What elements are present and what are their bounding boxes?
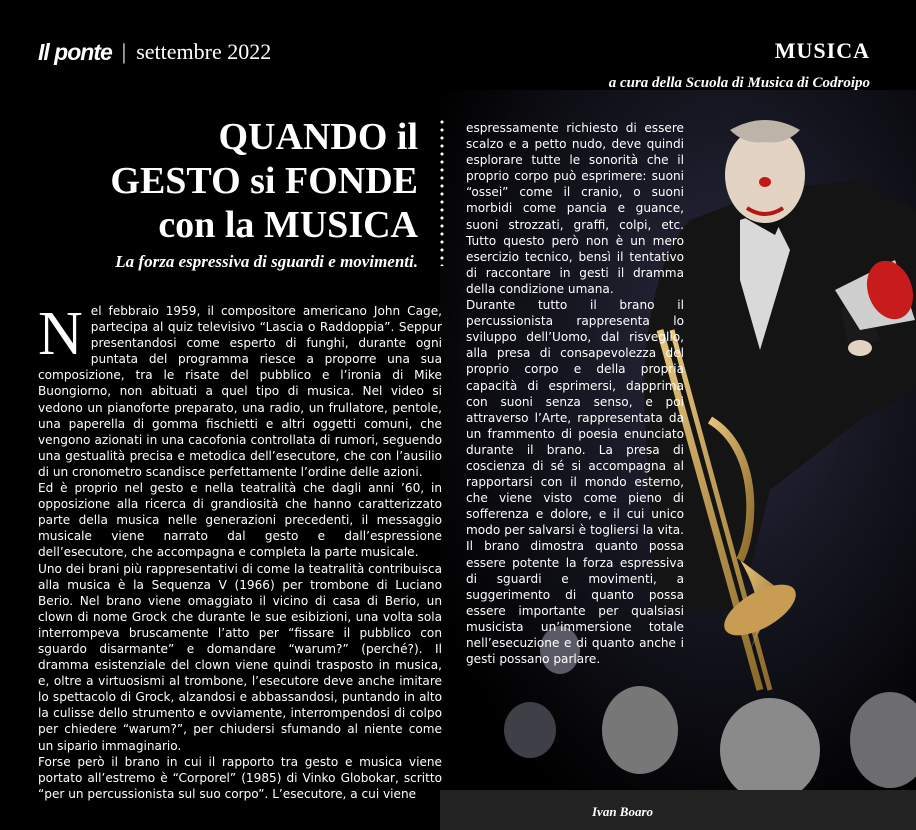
- paragraph: Forse però il brano in cui il rapporto tra gesto e musica viene portato all’estremo è “Corporel” (1985) di Vinko Globokar, scritto “per un percussionista sul suo corpo”. L’esecutore, a cui viene: [38, 754, 442, 801]
- author-signature: Ivan Boaro: [592, 804, 654, 819]
- paragraph: Uno dei brani più rappresentativi di come la teatralità contribuisca alla musica è la Sequenza V (1966) per trombone di Luciano Berio. Nel brano viene omaggiato il vicino di casa di Berio, un clown di nome Grock che durante le sue esibizioni, una volta sola interrompeva bruscamente l’atto per “fissare il pubblico con sguardo disarmante” e domandare “warum?” (perché?). Il dramma esistenziale del clown viene quindi trasposto in musica, e, oltre a virtuosismi al trombone, l’esecutore deve anche imitare lo spettacolo di Grock, alzandosi e abbassandosi, puntando in alto la culisse dello strumento e ovviamente, interrompendosi di colpo per chiedere “warum?”, per chiudersi sfumando al niente come un sipario immaginario.: [38, 561, 442, 753]
- section-label: MUSICA: [774, 38, 870, 63]
- issue-date: settembre 2022: [136, 39, 272, 64]
- curator-line: a cura della Scuola di Musica di Codroipo: [608, 75, 870, 91]
- article-title: [40, 115, 418, 247]
- header-separator: |: [121, 39, 127, 64]
- paragraph-text: el febbraio 1959, il compositore americano John Cage, partecipa al quiz televisivo “Lascia o Raddoppia”. Seppur presentandosi come esperto di funghi, durante ogni puntata del programma riesce a proporre una sua composizione, tra le risate del pubblico e l’ironia di Mike Buongiorno, non abituati a quel tipo di musica. Nel video si vedono un pianoforte preparato, una radio, un frullatore, pentole, una paperella di gomma fischietti e altri oggetti comuni, che vengono azionati in una cacofonia controllata di rumori, seguendo una gestualità precisa e metodica dell’esecutore, che con l’ausilio di un cronometro scandisce perfettamente l’ordine delle azioni.: [38, 304, 442, 479]
- title-line: QUANDO il: [218, 116, 418, 158]
- paragraph: Durante tutto il brano il percussionista rappresenta lo sviluppo dell’Uomo, dal risveglio, alla presa di consapevolezza del proprio corpo e della propria capacità di esprimersi, dapprima con suoni senza senso, e poi attraverso l’Arte, rappresentata da un frammento di poesia enunciato durante il brano. La presa di coscienza di sé si accompagna al rapportarsi con il mondo esterno, che viene visto come pieno di sofferenza e dolore, e il cui unico modo per salvarsi è togliersi la vita. Il brano dimostra quanto possa essere potente la forza espressiva di sguardi e movimenti, a suggerimento di quanto possa essere importante per qualsiasi musicista un’immersione totale nell’esecuzione e di quanto anche i gesti possano parlare.: [466, 298, 684, 667]
- title-line: GESTO si FONDE: [110, 160, 418, 202]
- article-subtitle: La forza espressiva di sguardi e movimenti.: [115, 252, 418, 271]
- title-line: con la MUSICA: [158, 204, 418, 246]
- dotted-divider: [440, 118, 444, 266]
- article-column-2: [466, 120, 684, 667]
- paragraph: espressamente richiesto di essere scalzo e a petto nudo, deve quindi esplorare tutte le sonorità che il proprio corpo può esprimere: suoni “ossei” come il cranio, o suoni morbidi come pancia e guance, suoni strozzati, graffi, colpi, etc. Tutto questo però non è un mero esercizio tecnico, bensì il tentativo di raccontare in gesti il dramma della condizione umana.: [466, 121, 684, 296]
- magazine-logo: Il ponte: [38, 38, 112, 65]
- article-column-1: [38, 300, 442, 802]
- drop-cap: N: [38, 300, 83, 368]
- header-branding: [38, 38, 271, 66]
- paragraph: Ed è proprio nel gesto e nella teatralità che dagli anni ’60, in opposizione alla ricerca di grandiosità che hanno caratterizzato parte della musica nelle generazioni precedenti, il messaggio musicale viene narrato dal gesto e dall’espressione dell’esecutore, che accompagna e completa la parte musicale.: [38, 481, 442, 560]
- paragraph: [38, 300, 442, 480]
